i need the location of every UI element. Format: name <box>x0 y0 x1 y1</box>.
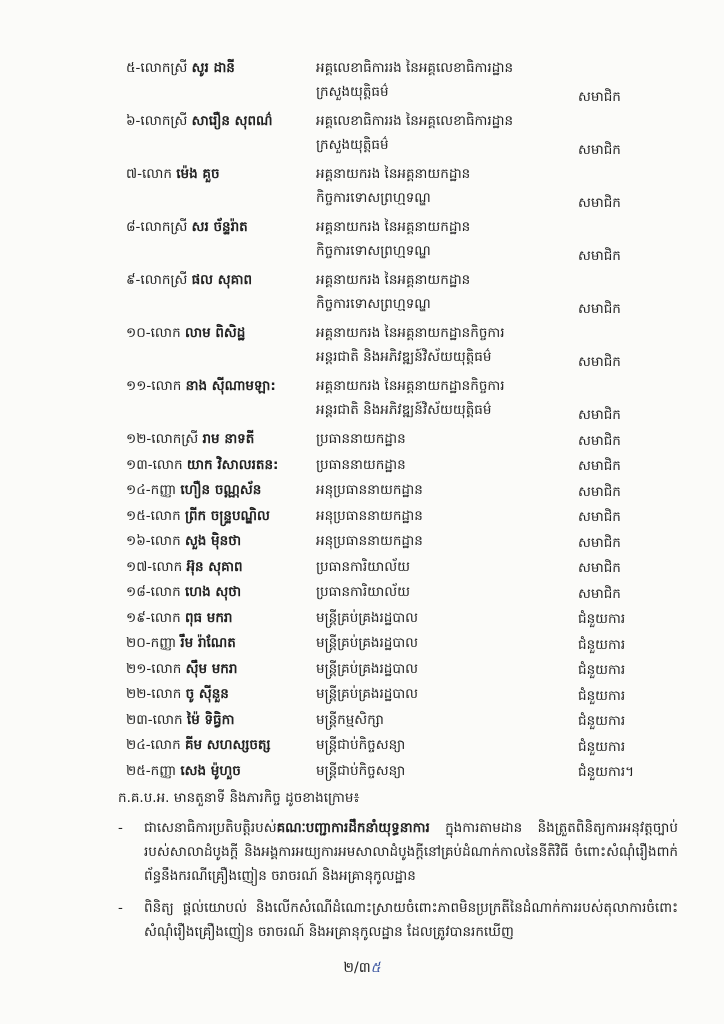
member-name: ម៉េង គួច <box>176 166 220 182</box>
member-position <box>316 580 578 604</box>
member-role: សមាជិក <box>578 301 621 317</box>
member-name: ស៊ឹម មករា <box>185 660 238 677</box>
member-row <box>126 478 686 504</box>
member-row <box>126 109 686 162</box>
member-name-cell <box>126 56 316 80</box>
member-name: យាក វិសាលរតន: <box>186 456 279 473</box>
member-row <box>126 268 686 321</box>
member-title: ៧-លោក <box>126 166 172 182</box>
member-position-line: អន្តរជាតិ និងអភិវឌ្ឍន៍វិស័យយុត្តិធម៌ <box>316 349 492 365</box>
member-title: ១៨-លោក <box>126 584 181 600</box>
member-title: ១៩-លោក <box>126 609 181 626</box>
member-name: នាង ស៊ីណាមឡា: <box>185 378 276 394</box>
member-name: សរ ច័ន្ទរ៉ាត <box>191 219 248 235</box>
member-name: ចូ ស៊ីនួន <box>185 686 229 702</box>
member-title: ១៦-លោក <box>126 533 181 549</box>
member-name: រឹម រ៉ាណែត <box>180 635 236 651</box>
member-position-line: អគ្គនាយករង នៃអគ្គនាយកដ្ឋាន <box>316 272 471 288</box>
member-position <box>316 708 578 732</box>
member-role: សមាជិក <box>578 560 621 576</box>
member-name-cell <box>126 682 316 706</box>
member-list <box>126 56 686 784</box>
member-name: អ៊ុន សុគាព <box>186 558 243 575</box>
member-name-cell <box>126 631 316 655</box>
member-role: សមាជិក <box>578 509 621 525</box>
member-position-line: អនុប្រធាននាយកដ្ឋាន <box>316 482 423 498</box>
member-name-cell <box>126 529 316 553</box>
member-role: សមាជិក <box>578 432 621 449</box>
member-position-line: ប្រធាននាយកដ្ឋាន <box>316 431 406 447</box>
member-role: ជំនួយការ <box>578 738 626 755</box>
member-name: សួង ម៉ិនថា <box>184 533 242 549</box>
member-title: ៥-លោកស្រី <box>126 60 188 76</box>
member-role: សមាជិក <box>578 407 621 423</box>
member-position-line: អគ្គនាយករង នៃអគ្គនាយកដ្ឋានកិច្ចការ <box>316 325 505 341</box>
member-name-cell <box>126 504 316 528</box>
member-row <box>126 759 686 785</box>
member-position <box>316 759 578 783</box>
member-role: សមាជិក <box>578 458 621 474</box>
member-name-cell <box>126 109 316 133</box>
member-name: សារឿន សុពណ៌ <box>191 113 273 129</box>
member-title: ២៣-លោក <box>126 711 183 728</box>
duty-text-bold: គណៈបញ្ជាការដឹកនាំយុទ្ធនាការ <box>276 820 430 836</box>
member-position-line: អនុប្រធាននាយកដ្ឋាន <box>316 507 423 524</box>
member-role: សមាជិក <box>578 195 621 211</box>
member-row <box>126 606 686 632</box>
member-position-line: អនុប្រធាននាយកដ្ឋាន <box>316 533 423 549</box>
member-name-cell <box>126 733 316 757</box>
member-row <box>126 580 686 606</box>
bullet-dash: - <box>118 820 123 836</box>
member-title: ៩-លោកស្រី <box>126 272 188 288</box>
member-role: ជំនួយការ <box>578 636 626 653</box>
member-position-line: អន្តរជាតិ និងអភិវឌ្ឍន៍វិស័យយុត្តិធម៌ <box>316 402 492 418</box>
member-position-line: កិច្ចការទោសព្រហ្មទណ្ឌ <box>316 190 431 206</box>
member-role: សមាជិក <box>578 354 621 370</box>
member-role: សមាជិក <box>578 483 621 500</box>
member-title: ១៤-កញ្ញា <box>126 482 177 498</box>
member-position <box>316 427 578 451</box>
member-position <box>316 321 578 369</box>
member-name: ហេង សុថា <box>184 584 242 600</box>
member-name-cell <box>126 162 316 186</box>
duty-text <box>144 816 678 888</box>
member-role: ជំនួយការ។ <box>578 764 635 780</box>
member-row <box>126 56 686 109</box>
member-row <box>126 555 686 581</box>
member-title: ១២-លោកស្រី <box>126 431 199 447</box>
member-title: ២២-លោក <box>126 686 182 702</box>
member-role: ជំនួយការ <box>578 662 626 678</box>
member-row <box>126 453 686 479</box>
member-name-cell <box>126 478 316 502</box>
member-role: ជំនួយការ <box>578 713 626 729</box>
member-position-line: កិច្ចការទោសព្រហ្មទណ្ឌ <box>316 296 431 312</box>
member-name-cell <box>126 708 316 732</box>
member-title: ២១-លោក <box>126 660 182 677</box>
member-position <box>316 162 578 210</box>
member-position-line: ប្រធានការិយាល័យ <box>316 558 410 575</box>
member-row <box>126 162 686 215</box>
page-number-handwritten: ៥ <box>370 960 381 976</box>
member-name-cell <box>126 374 316 398</box>
member-title: ២៤-លោក <box>126 737 181 753</box>
member-title: ១១-លោក <box>126 378 182 394</box>
member-position-line: កិច្ចការទោសព្រហ្មទណ្ឌ <box>316 243 431 259</box>
member-role: សមាជិក <box>578 142 621 158</box>
member-position-line: អគ្គនាយករង នៃអគ្គនាយកដ្ឋានកិច្ចការ <box>316 378 505 394</box>
member-title: ១៧-លោក <box>126 558 183 575</box>
duty-text-post: ក្នុងការតាមដាន និងត្រួតពិនិត្យការអនុវត្តច្បាប់របស់សាលាដំបូងក្តី និងអង្គការអយ្យការអមសាលាដំបូងក្តីនៅគ្រប់ដំណាក់កាលនៃនីតិវិធី ចំពោះសំណុំរឿងពាក់ព័ន្ធនឹងករណីគ្រឿងញៀន ចរាចរណ៍ និងអគ្រានុកូលដ្ឋាន <box>144 820 678 884</box>
member-row <box>126 631 686 657</box>
member-position-line: ក្រសួងយុត្តិធម៌ <box>316 84 389 100</box>
member-role: សមាជិក <box>578 89 621 105</box>
member-name: សេង ម៉ូហួច <box>180 762 241 779</box>
member-position-line: មន្ត្រីជាប់កិច្ចសន្យា <box>316 737 406 753</box>
member-position <box>316 682 578 706</box>
member-position-line: អគ្គនាយករង នៃអគ្គនាយកដ្ឋាន <box>316 219 471 235</box>
member-position <box>316 109 578 157</box>
member-position-line: ប្រធានការិយាល័យ <box>316 584 410 600</box>
member-title: ២០-កញ្ញា <box>126 635 177 651</box>
member-name-cell <box>126 427 316 451</box>
duty-item <box>118 816 678 888</box>
member-row <box>126 374 686 427</box>
member-name: ផល សុគាព <box>191 272 253 288</box>
member-role: សមាជិក <box>578 585 621 602</box>
bullet-dash: - <box>118 900 123 916</box>
member-position <box>316 733 578 757</box>
member-position-line: មន្ត្រីគ្រប់គ្រងរដ្ឋបាល <box>316 686 419 702</box>
member-position-line: ប្រធាននាយកដ្ឋាន <box>316 456 406 473</box>
page-number <box>0 958 724 979</box>
member-position <box>316 631 578 655</box>
member-name-cell <box>126 606 316 630</box>
member-row <box>126 708 686 734</box>
page-number-main: ២/៣ <box>343 960 371 976</box>
member-row <box>126 215 686 268</box>
member-name-cell <box>126 268 316 292</box>
member-name: ម៉ៃ ទិធ្វិកា <box>186 711 235 728</box>
member-row <box>126 529 686 555</box>
member-position-line: មន្ត្រីជាប់កិច្ចសន្យា <box>316 762 406 779</box>
member-name: ព្រីក ចន្ទ្របណ្ឌិល <box>184 507 270 524</box>
member-position-line: អគ្គលេខាធិការរង នៃអគ្គលេខាធិការដ្ឋាន <box>316 113 514 129</box>
member-row <box>126 427 686 453</box>
member-position <box>316 504 578 528</box>
member-name: សូរ ដានី <box>191 60 235 76</box>
member-position-line: មន្ត្រីគ្រប់គ្រងរដ្ឋបាល <box>316 609 419 626</box>
member-title: ២៥-កញ្ញា <box>126 762 177 779</box>
member-row <box>126 504 686 530</box>
member-title: ១៥-លោក <box>126 507 181 524</box>
member-title: ១០-លោក <box>126 325 181 341</box>
member-position-line: អគ្គលេខាធិការរង នៃអគ្គលេខាធិការដ្ឋាន <box>316 60 514 76</box>
section-title: ក.គ.ប.អ. មានតួនាទី និងភារកិច្ច ដូចខាងក្រោម៖ <box>118 790 360 806</box>
member-title: ៦-លោកស្រី <box>126 113 188 129</box>
member-position-line: មន្ត្រីគ្រប់គ្រងរដ្ឋបាល <box>316 635 419 651</box>
member-row <box>126 682 686 708</box>
member-row <box>126 321 686 374</box>
member-position <box>316 606 578 630</box>
member-position-line: មន្ត្រីកម្មសិក្សា <box>316 711 384 728</box>
member-position <box>316 215 578 263</box>
member-name-cell <box>126 321 316 345</box>
member-name-cell <box>126 657 316 681</box>
member-position <box>316 56 578 104</box>
duty-text <box>144 896 678 944</box>
member-name-cell <box>126 453 316 477</box>
member-name: ហឿន ចណ្ណស័ន <box>180 482 262 498</box>
duty-text-pre: ជាសេនាធិការប្រតិបត្តិរបស់ <box>144 820 277 836</box>
member-name: លាម ពិសិដ្ឋ <box>184 325 246 341</box>
duty-item <box>118 896 678 944</box>
member-position-line: មន្ត្រីគ្រប់គ្រងរដ្ឋបាល <box>316 660 419 677</box>
member-name-cell <box>126 555 316 579</box>
member-title: ៨-លោកស្រី <box>126 219 188 235</box>
member-row <box>126 657 686 683</box>
member-position <box>316 555 578 579</box>
duty-text-pre: ពិនិត្យ ផ្ដល់យោបល់ និងលើកសំណើដំណោះស្រាយចំពោះភាពមិនប្រក្រតីនៃដំណាក់ការរបស់តុលាការចំពោះសំណុំរឿងគ្រឿងញៀន ចរាចរណ៍ និងអគ្រានុកូលដ្ឋាន ដែលត្រូវបានរកឃើញ <box>144 900 678 940</box>
member-name-cell <box>126 759 316 783</box>
member-role: ជំនួយការ <box>578 687 626 704</box>
member-role: សមាជិក <box>578 248 621 264</box>
member-position-line: ក្រសួងយុត្តិធម៌ <box>316 137 389 153</box>
member-position <box>316 268 578 316</box>
member-position <box>316 657 578 681</box>
member-name: ពុធ មករា <box>184 609 233 626</box>
member-title: ១៣-លោក <box>126 456 183 473</box>
member-name: គីម សហស្សចត្ស <box>184 737 271 753</box>
member-name-cell <box>126 580 316 604</box>
member-row <box>126 733 686 759</box>
member-role: សមាជិក <box>578 534 621 551</box>
member-role: ជំនួយការ <box>578 611 626 627</box>
member-name-cell <box>126 215 316 239</box>
member-name: រាម នាទតី <box>202 431 255 447</box>
duty-list <box>118 816 678 952</box>
member-position <box>316 374 578 422</box>
member-position <box>316 478 578 502</box>
member-position-line: អគ្គនាយករង នៃអគ្គនាយកដ្ឋាន <box>316 166 471 182</box>
member-position <box>316 453 578 477</box>
member-position <box>316 529 578 553</box>
